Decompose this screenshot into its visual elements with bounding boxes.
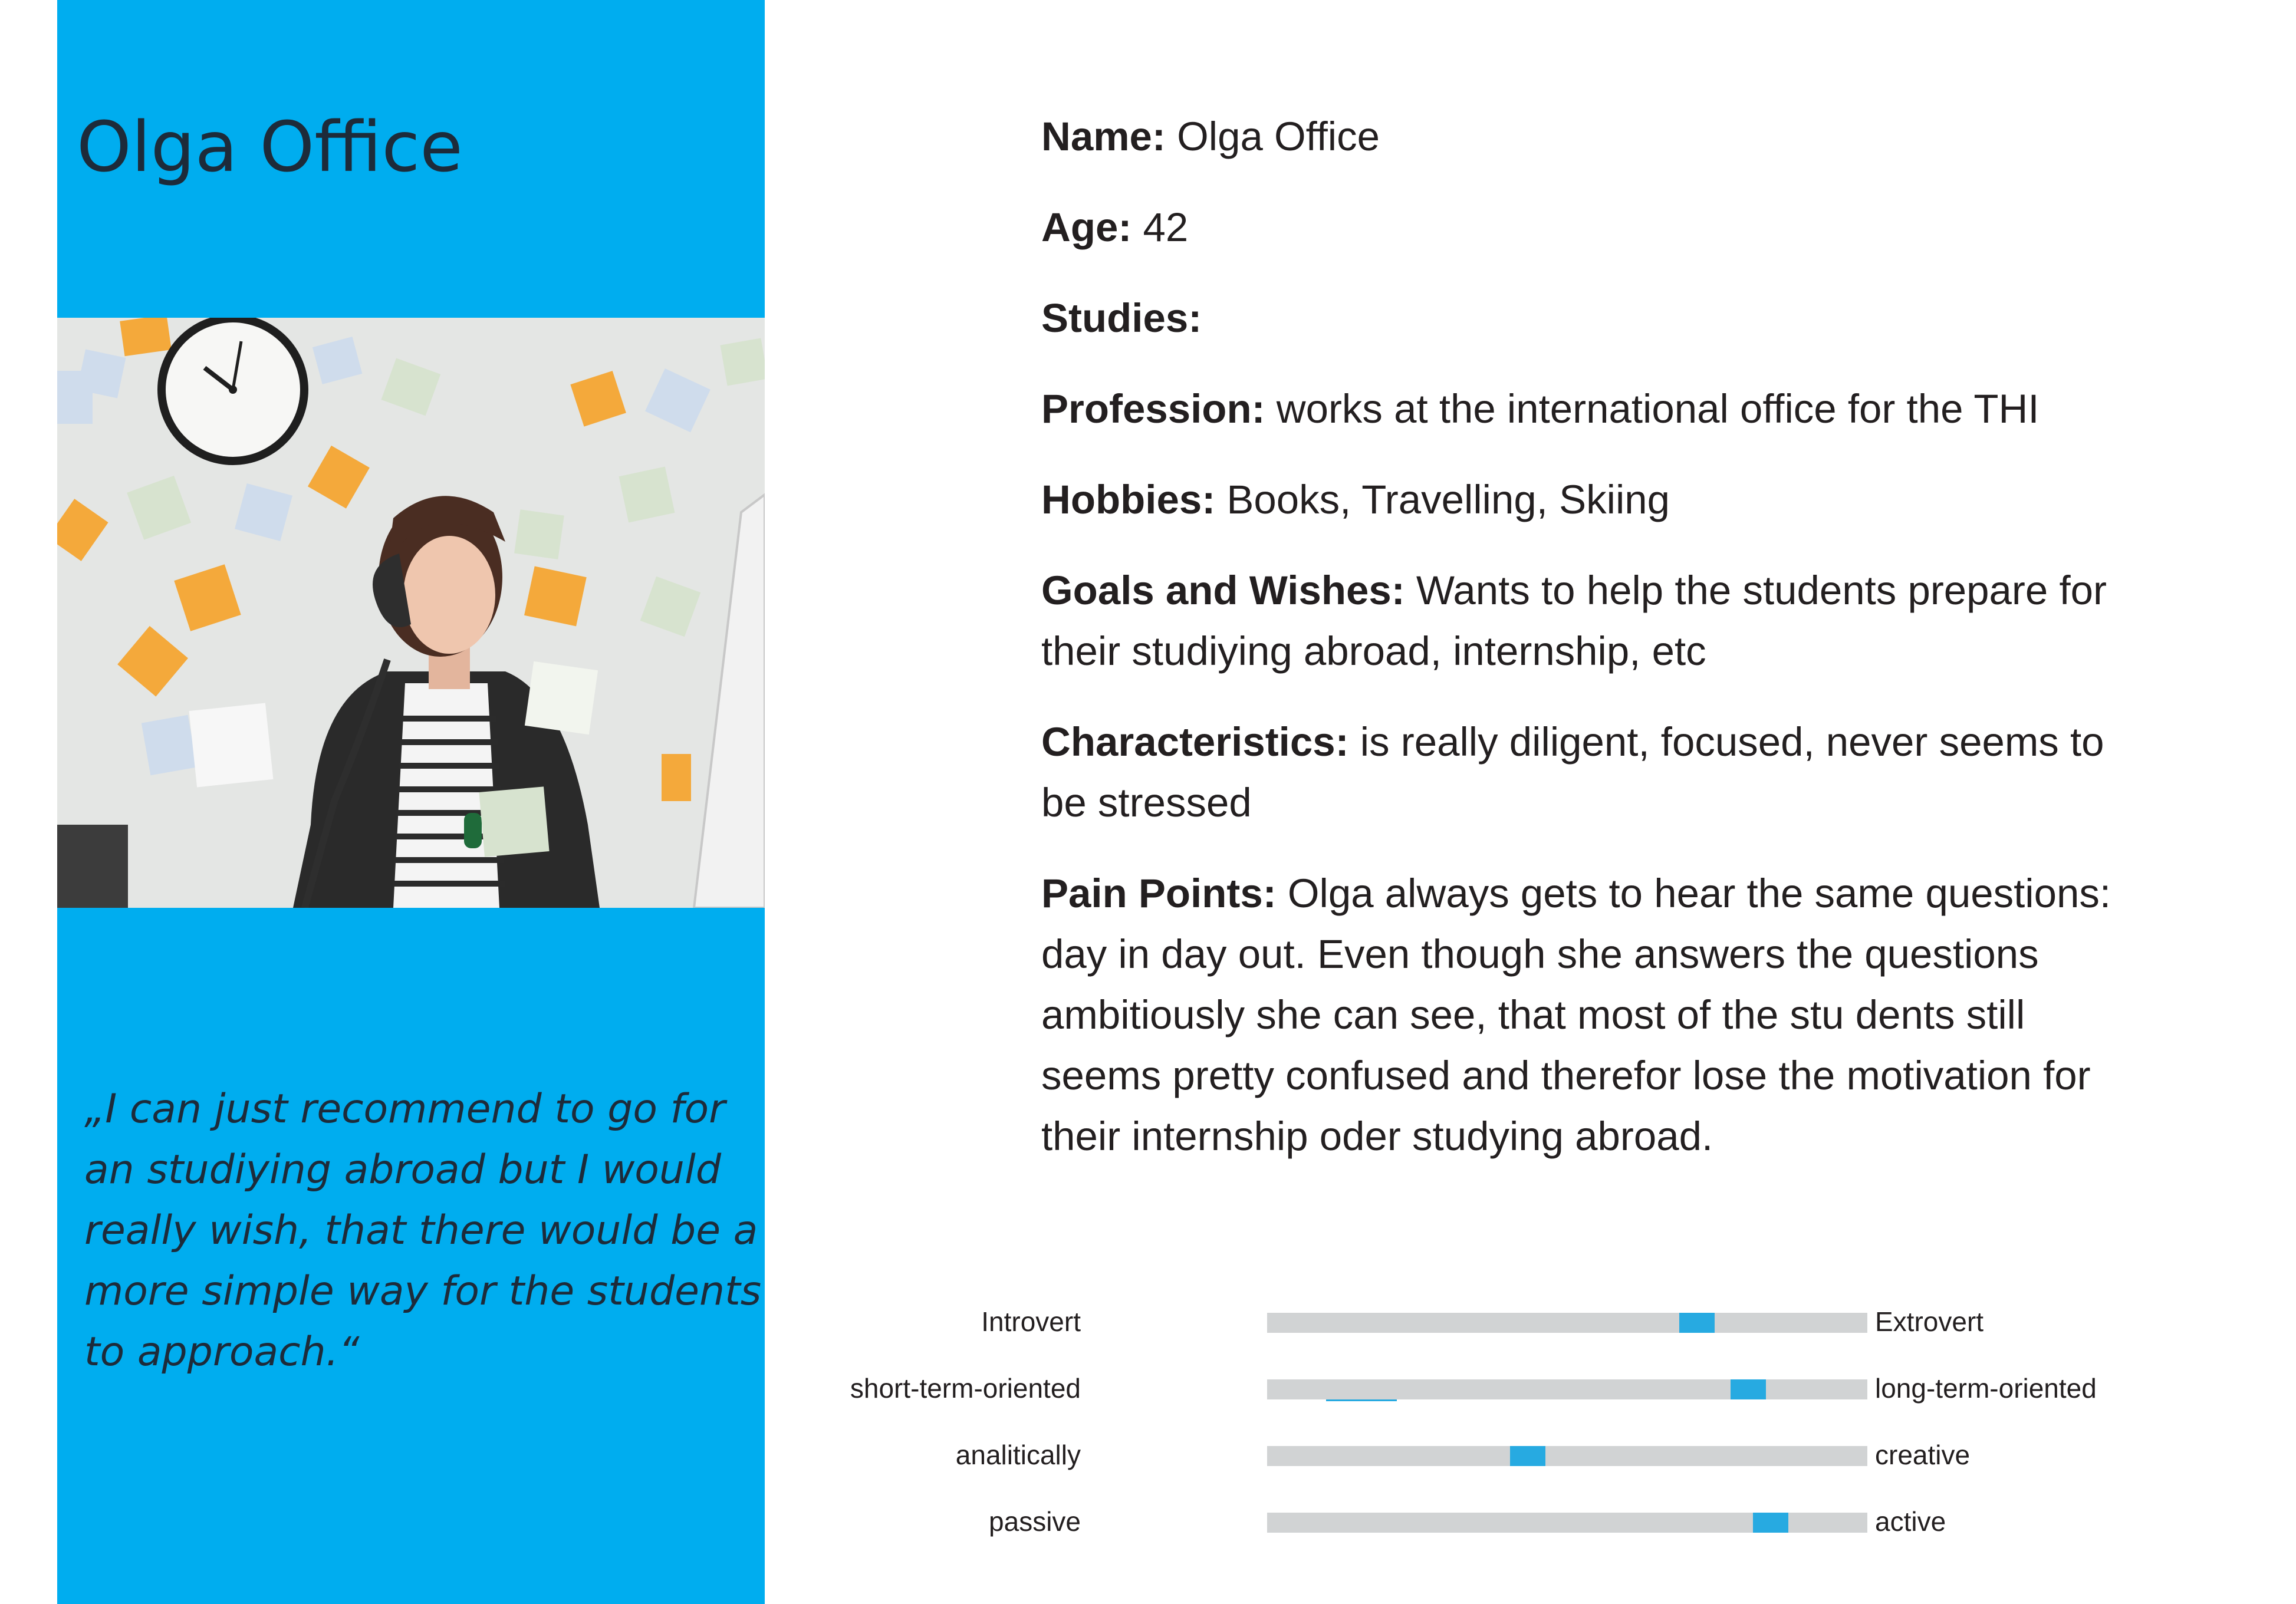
scale-right-label: Extrovert — [1875, 1306, 1984, 1337]
trait-scales — [850, 1300, 2158, 1566]
scale-track — [1267, 1446, 1867, 1466]
persona-quote: „I can just recommend to go for an studiying abroad but I would really wish, that there would be a more simple way for the students to approach.“ — [84, 1086, 762, 1375]
trait-scale-row — [981, 1300, 2158, 1366]
scale-left-label: short-term-oriented — [850, 1373, 1081, 1404]
scale-right-label: long-term-oriented — [1875, 1373, 2097, 1404]
profile-field-characteristics: Characteristics: is really diligent, focused, never seems to be stressed — [1041, 719, 2104, 825]
profile-field-name: Name: Olga Office — [1041, 114, 1380, 159]
scale-left-label: passive — [989, 1506, 1081, 1537]
scale-track — [1267, 1379, 1867, 1399]
profile-field-studies: Studies: — [1041, 295, 1202, 341]
scale-marker — [1510, 1446, 1545, 1466]
persona-photo — [57, 318, 765, 908]
profile-info — [1041, 106, 2150, 1197]
trait-scale-row — [955, 1433, 2158, 1500]
scale-right-label: active — [1875, 1506, 1946, 1537]
scale-left-label: Introvert — [981, 1306, 1081, 1337]
scale-track — [1267, 1313, 1867, 1333]
scale-track — [1267, 1513, 1867, 1533]
persona-title: Olga Office — [77, 106, 463, 187]
scale-marker — [1679, 1313, 1715, 1333]
profile-field-age: Age: 42 — [1041, 205, 1189, 250]
trait-scale-row — [850, 1366, 2158, 1433]
scale-marker — [1753, 1513, 1788, 1533]
scale-right-label: creative — [1875, 1440, 1971, 1470]
profile-field-goals: Goals and Wishes: Wants to help the students prepare for their studiying abroad, internship, etc — [1041, 568, 2107, 674]
clock-icon — [157, 318, 308, 465]
profile-field-pain-points: Pain Points: Olga always gets to hear the same questions: day in day out. Even though she answers the questions ambitiously she can see, that most of the stu dents still seems pretty confused and therefor lose the motivation for their internship oder studying abroad. — [1041, 871, 2111, 1159]
scale-left-label: analitically — [955, 1440, 1081, 1470]
profile-field-profession: Profession: works at the international office for the THI — [1041, 386, 2040, 432]
trait-scale-row — [989, 1500, 2158, 1566]
scale-marker — [1731, 1379, 1766, 1399]
profile-field-hobbies: Hobbies: Books, Travelling, Skiing — [1041, 477, 1670, 522]
stray-line — [1326, 1399, 1397, 1401]
